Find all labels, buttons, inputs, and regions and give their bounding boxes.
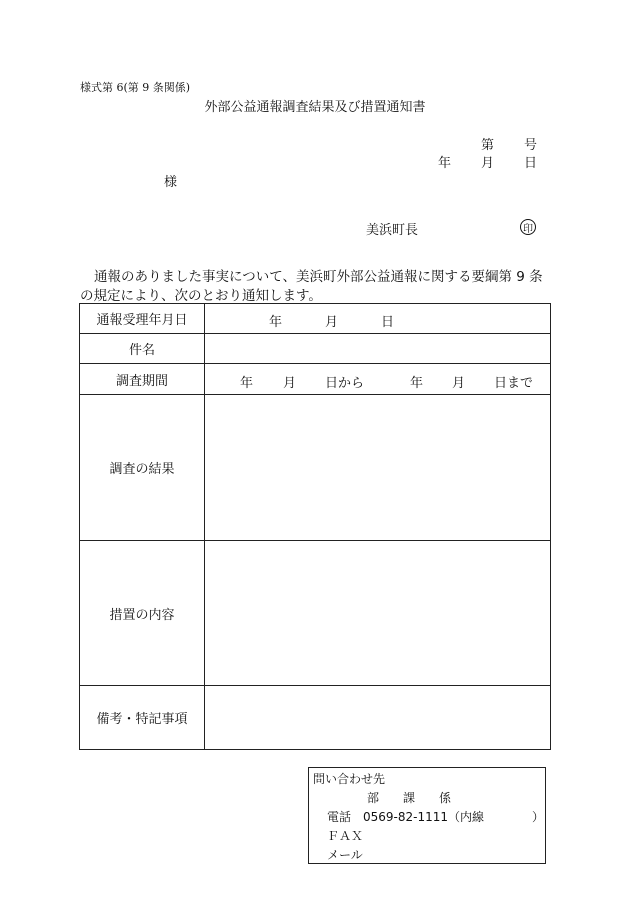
remarks-cell[interactable] bbox=[205, 686, 551, 750]
table-row bbox=[80, 395, 551, 541]
document-title: 外部公益通報調査結果及び措置通知書 bbox=[204, 100, 426, 115]
subject-cell[interactable] bbox=[205, 334, 551, 364]
table-row bbox=[80, 304, 551, 334]
period-to-day: 日まで bbox=[494, 376, 534, 391]
period-from-day: 日から bbox=[325, 376, 365, 391]
doc-number-go: 号 bbox=[524, 138, 538, 153]
receipt-date-cell[interactable] bbox=[205, 304, 551, 334]
contact-heading: 問い合わせ先 bbox=[313, 772, 386, 786]
intro-text: 通報のありました事実について、美浜町外部公益通報に関する要綱第 9 条の規定により、次のとおり通知します。 bbox=[80, 269, 543, 304]
label-remarks: 備考・特記事項 bbox=[80, 686, 205, 750]
label-investigation-period: 調査期間 bbox=[80, 364, 205, 395]
receipt-year: 年 bbox=[269, 315, 283, 330]
label-measures: 措置の内容 bbox=[80, 541, 205, 686]
period-to-year: 年 bbox=[410, 376, 424, 391]
issuer-title: 美浜町長 bbox=[366, 223, 419, 238]
receipt-day: 日 bbox=[381, 315, 395, 330]
doc-date-day: 日 bbox=[524, 156, 538, 171]
table-row bbox=[80, 364, 551, 395]
doc-number-dai: 第 bbox=[481, 138, 495, 153]
table-row bbox=[80, 541, 551, 686]
seal-mark: 印 bbox=[520, 219, 536, 235]
table-row bbox=[80, 334, 551, 364]
label-receipt-date: 通報受理年月日 bbox=[80, 304, 205, 334]
doc-date-month: 月 bbox=[481, 156, 495, 171]
contact-mail: メール bbox=[327, 848, 363, 862]
contact-phone: 電話 0569-82-1111（内線 ） bbox=[327, 810, 545, 824]
receipt-month: 月 bbox=[325, 315, 339, 330]
contact-unit: 係 bbox=[439, 791, 452, 805]
measures-cell[interactable] bbox=[205, 541, 551, 686]
notification-table bbox=[79, 303, 551, 750]
contact-section: 課 bbox=[403, 791, 416, 805]
period-from-month: 月 bbox=[283, 376, 297, 391]
investigation-result-cell[interactable] bbox=[205, 395, 551, 541]
period-from-year: 年 bbox=[240, 376, 254, 391]
doc-date-year: 年 bbox=[438, 156, 452, 171]
contact-box bbox=[308, 767, 546, 864]
label-investigation-result: 調査の結果 bbox=[80, 395, 205, 541]
contact-department: 部 bbox=[367, 791, 380, 805]
form-number: 様式第 6(第 9 条関係) bbox=[80, 81, 191, 94]
contact-fax: ＦＡＸ bbox=[327, 829, 364, 843]
table-row bbox=[80, 686, 551, 750]
investigation-period-cell[interactable] bbox=[205, 364, 551, 395]
label-subject: 件名 bbox=[80, 334, 205, 364]
addressee-sama: 様 bbox=[164, 175, 178, 190]
intro-paragraph bbox=[80, 268, 556, 306]
period-to-month: 月 bbox=[452, 376, 466, 391]
